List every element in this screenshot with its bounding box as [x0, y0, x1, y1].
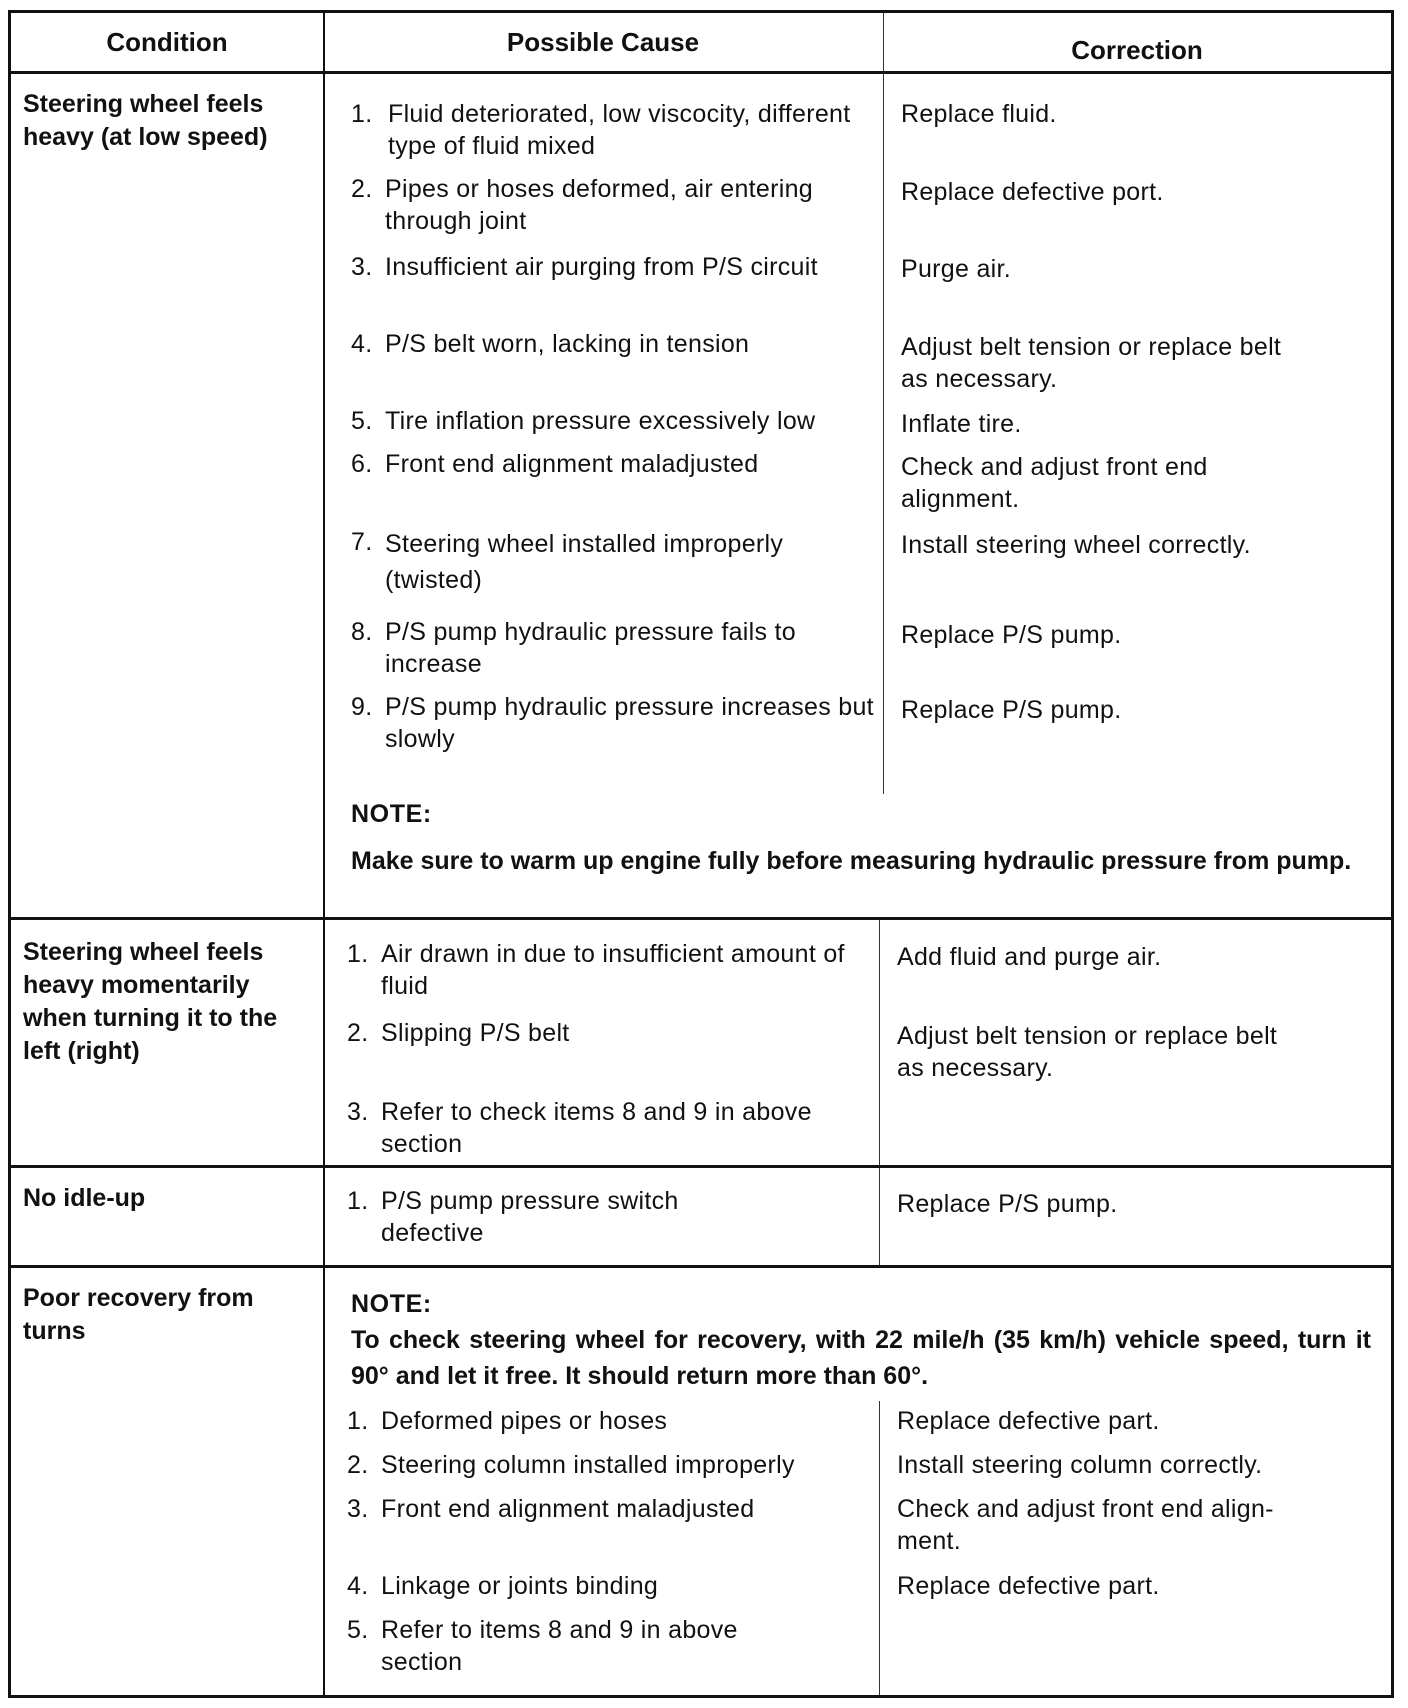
cause-number: 1. [347, 940, 369, 968]
cause-number: 1. [351, 100, 373, 128]
cause-text: Air drawn in due to insufficient amount of fluid [381, 940, 845, 1000]
condition-label: Steering wheel feels heavy (at low speed) [23, 90, 268, 151]
cause-number: 4. [347, 1572, 369, 1600]
cause-text: Slipping P/S belt [381, 1019, 570, 1047]
correction-text: Check and adjust front end align-ment. [897, 1495, 1274, 1555]
cause-text: Steering wheel installed improperly (twisted) [385, 530, 784, 594]
cause-number: 7. [351, 528, 373, 556]
cause-text: Tire inflation pressure excessively low [385, 407, 816, 435]
header-condition: Condition [106, 26, 228, 57]
cause-text: Insufficient air purging from P/S circuit [385, 253, 818, 281]
cause-number: 5. [347, 1616, 369, 1644]
section-heavy-momentarily [11, 920, 1391, 1168]
note-heading: NOTE: [351, 800, 432, 828]
note-heading: NOTE: [351, 1290, 432, 1318]
cause-text: Front end alignment maladjusted [381, 1495, 755, 1523]
cause-text: P/S pump hydraulic pressure increases but slowly [385, 693, 874, 753]
correction-text: Replace defective part. [897, 1407, 1160, 1435]
cause-number: 3. [351, 253, 373, 281]
correction-text: Replace defective port. [901, 178, 1164, 206]
section-no-idle-up [11, 1168, 1391, 1268]
cause-text: P/S belt worn, lacking in tension [385, 330, 750, 358]
cause-number: 3. [347, 1098, 369, 1126]
column-divider [879, 1168, 880, 1265]
section-poor-recovery [11, 1268, 1391, 1695]
table-header [11, 13, 1391, 74]
note-text: To check steering wheel for recovery, with 22 mile/h (35 km/h) vehicle speed, turn it 90° and let it free. It should return more than 60°. [351, 1326, 1371, 1390]
cause-number: 3. [347, 1495, 369, 1523]
column-divider [323, 1268, 325, 1695]
cause-text: Pipes or hoses deformed, air entering through joint [385, 175, 813, 235]
section-heavy-low-speed [11, 74, 1391, 920]
condition-label: No idle-up [23, 1184, 146, 1212]
header-possible-cause: Possible Cause [506, 26, 700, 57]
cause-text: Deformed pipes or hoses [381, 1407, 668, 1435]
cause-number: 2. [351, 175, 373, 203]
cause-text: Linkage or joints binding [381, 1572, 659, 1600]
column-divider [883, 74, 884, 794]
note-text: Make sure to warm up engine fully before measuring hydraulic pressure from pump. [351, 847, 1352, 875]
header-divider [323, 13, 325, 71]
column-divider [879, 1401, 880, 1695]
correction-text: Add fluid and purge air. [897, 943, 1162, 971]
correction-text: Purge air. [901, 255, 1012, 283]
cause-number: 6. [351, 450, 373, 478]
correction-text: Install steering column correctly. [897, 1451, 1263, 1479]
correction-text: Check and adjust front end alignment. [901, 453, 1208, 513]
cause-text: P/S pump hydraulic pressure fails to increase [385, 618, 796, 678]
cause-text: Refer to check items 8 and 9 in above section [381, 1098, 812, 1158]
cause-number: 1. [347, 1407, 369, 1435]
correction-text: Replace P/S pump. [901, 696, 1122, 724]
cause-number: 4. [351, 330, 373, 358]
troubleshooting-table [8, 10, 1394, 1698]
correction-text: Replace defective part. [897, 1572, 1160, 1600]
correction-text: Adjust belt tension or replace belt as necessary. [897, 1022, 1278, 1082]
column-divider [323, 920, 325, 1165]
cause-text: P/S pump pressure switch defective [381, 1187, 679, 1247]
cause-text: Front end alignment maladjusted [385, 450, 759, 478]
cause-number: 1. [347, 1187, 369, 1215]
cause-text: Refer to items 8 and 9 in above section [381, 1616, 738, 1676]
cause-number: 8. [351, 618, 373, 646]
cause-text: Steering column installed improperly [381, 1451, 795, 1479]
condition-label: Poor recovery from turns [23, 1284, 254, 1345]
column-divider [323, 74, 325, 917]
cause-number: 2. [347, 1019, 369, 1047]
correction-text: Inflate tire. [901, 410, 1022, 438]
correction-text: Replace P/S pump. [901, 621, 1122, 649]
condition-label: Steering wheel feels heavy momentarily when turning it to the left (right) [23, 938, 278, 1065]
cause-number: 2. [347, 1451, 369, 1479]
cause-text: Fluid deteriorated, low viscocity, different type of fluid mixed [388, 100, 851, 160]
correction-text: Replace fluid. [901, 100, 1057, 128]
column-divider [323, 1168, 325, 1265]
correction-text: Adjust belt tension or replace belt as necessary. [901, 333, 1282, 393]
cause-number: 9. [351, 693, 373, 721]
cause-number: 5. [351, 407, 373, 435]
correction-text: Replace P/S pump. [897, 1190, 1118, 1218]
header-correction: Correction [1071, 34, 1203, 65]
correction-text: Install steering wheel correctly. [901, 531, 1251, 559]
header-divider [883, 13, 884, 71]
